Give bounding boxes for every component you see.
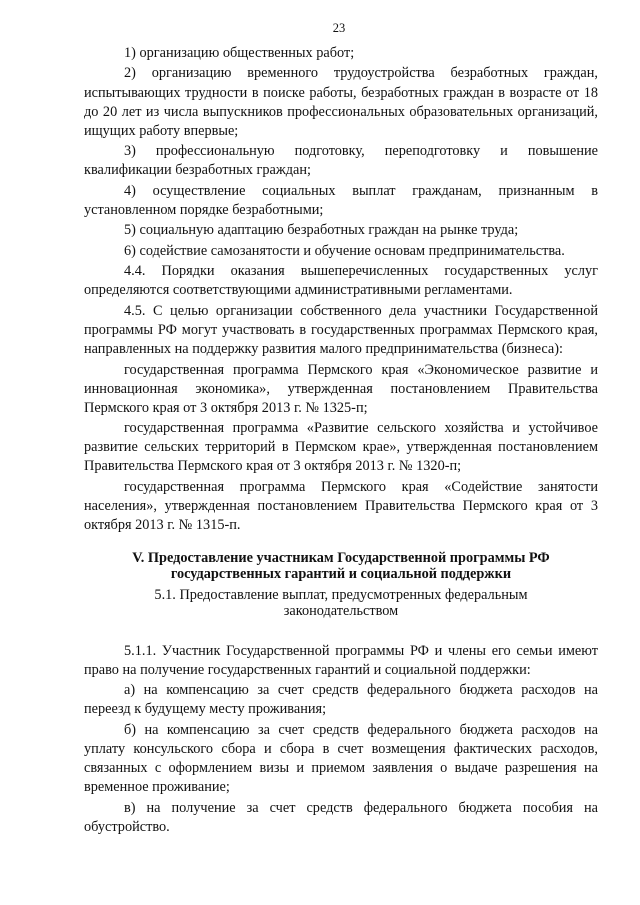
bottom-section: [84, 642, 598, 837]
document-page: [84, 20, 598, 838]
page-number: 23: [332, 21, 346, 35]
paragraph-4-5: 4.5. С целью организации собственного дела участники Государственной программы РФ могут участвовать в государственных программах Пермского края, направленных на поддержку развития малого предпринимательства (бизнеса):: [84, 302, 598, 358]
list-item-temporary-employment: 2) организацию временного трудоустройства безработных граждан, испытывающих трудности в поиске работы, безработных граждан в возрасте от 18 до 20 лет из числа выпускников профессиональных образовательных организаций, ищущих работу впервые;: [84, 65, 598, 139]
subsection-heading: 5.1. Предоставление выплат, предусмотренных федеральным законодательством: [154, 587, 528, 620]
program-employment: государственная программа Пермского края «Содействие занятости населения», утвержденная постановлением Правительства Пермского края от 3 октября 2013 г. № 1315-п.: [84, 478, 598, 534]
top-section: [84, 44, 598, 535]
program-economic-development: государственная программа Пермского края «Экономическое развитие и инновационная экономика», утвержденная постановлением Правительства Пермского края от 3 октября 2013 г. № 1325-п;: [84, 361, 598, 416]
list-item-public-works: 1) организацию общественных работ;: [124, 45, 355, 61]
paragraph-5-1-1: 5.1.1. Участник Государственной программы РФ и члены его семьи имеют право на получение государственных гарантий и социальной поддержки:: [84, 642, 598, 678]
list-item-settlement-allowance: в) на получение за счет средств федерального бюджета пособия на обустройство.: [84, 799, 598, 835]
paragraph-4-4: 4.4. Порядки оказания вышеперечисленных государственных услуг определяются соответствующими административными регламентами.: [84, 263, 598, 299]
list-item-consular-fee-compensation: б) на компенсацию за счет средств федерального бюджета расходов на уплату консульского сбора и сбора в счет возмещения фактических расходов, связанных с оформлением визы и приемом заявления о выдаче разрешения на временное проживание;: [84, 721, 598, 796]
list-item-social-adaptation: 5) социальную адаптацию безработных граждан на рынке труда;: [124, 222, 519, 239]
list-item-self-employment: 6) содействие самозанятости и обучение основам предпринимательства.: [124, 242, 565, 259]
section-heading: V. Предоставление участникам Государственной программы РФ государственных гарантий и социальной поддержки: [132, 550, 550, 582]
list-item-social-payments: 4) осуществление социальных выплат гражданам, признанным в установленном порядке безработными;: [84, 182, 598, 218]
list-item-professional-training: 3) профессиональную подготовку, переподготовку и повышение квалификации безработных граждан;: [84, 143, 598, 179]
list-item-relocation-compensation: а) на компенсацию за счет средств федерального бюджета расходов на переезд к будущему месту проживания;: [84, 682, 598, 718]
program-agriculture: государственная программа «Развитие сельского хозяйства и устойчивое развитие сельских территорий в Пермском крае», утвержденная постановлением Правительства Пермского края от 3 октября 2013 г. № 1320-п;: [84, 420, 598, 475]
